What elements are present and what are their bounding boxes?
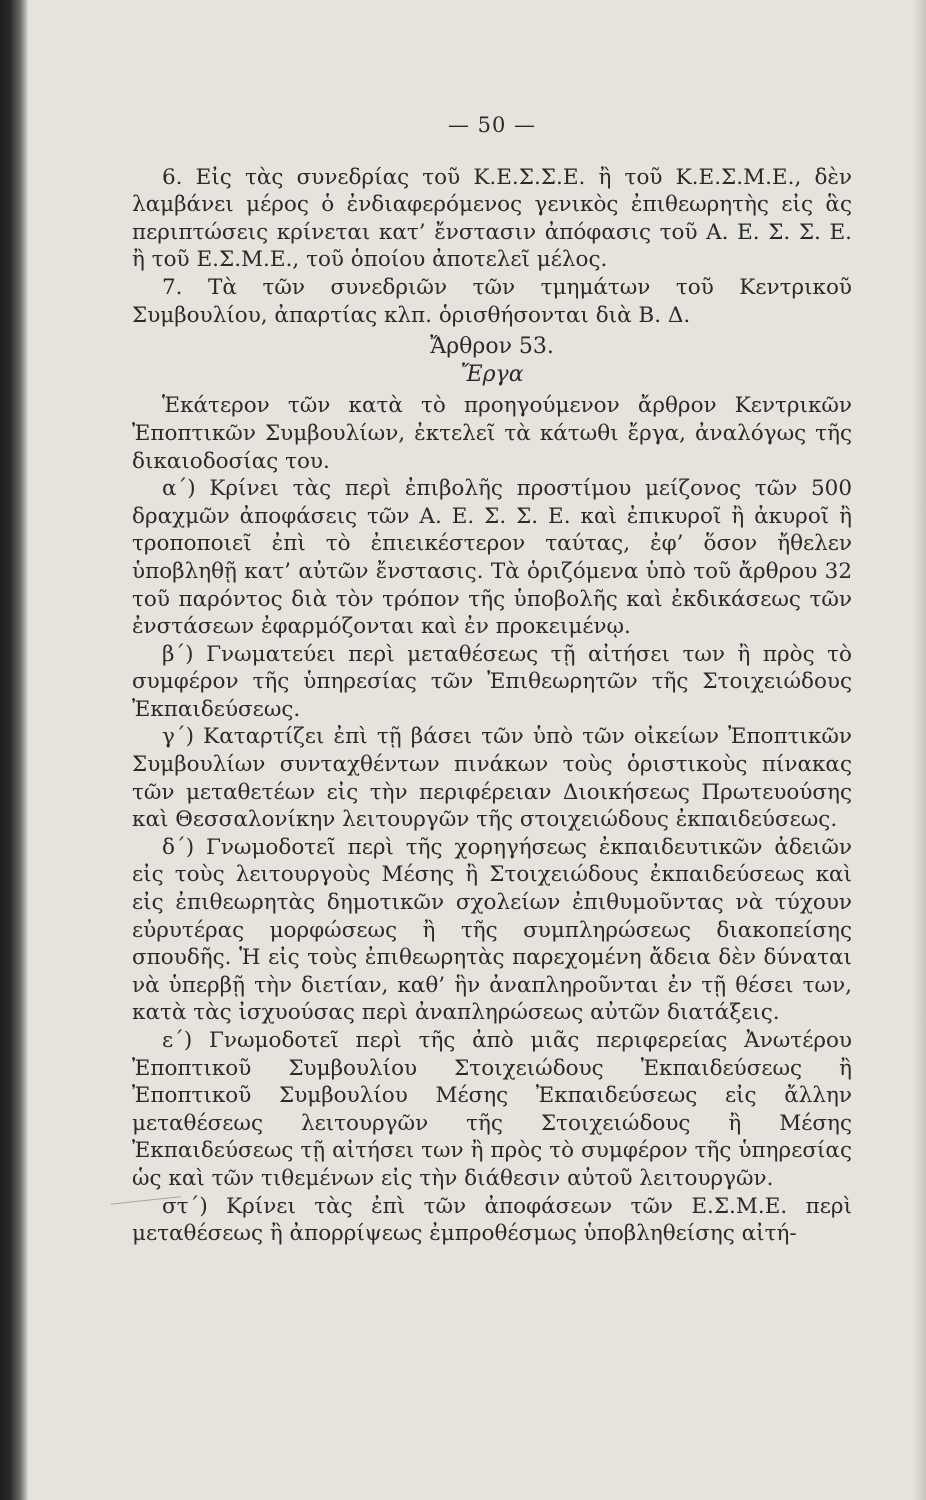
book-spine-shadow xyxy=(0,0,28,1500)
page-number: — 50 — xyxy=(447,113,537,137)
paragraph-7: 7. Τὰ τῶν συνεδριῶν τῶν τμημάτων τοῦ Κεντρικοῦ Συμβουλίου, ἀπαρτίας κλπ. ὁρισθήσονται διὰ Β. Δ. xyxy=(132,274,852,328)
item-stigma: στ΄) Κρίνει τὰς ἐπὶ τῶν ἀποφάσεων τῶν Ε.Σ.Μ.Ε. περὶ μεταθέσεως ἢ ἀπορρίψεως ἐμπροθέσμως ὑποβληθείσης αἰτή- xyxy=(132,1193,852,1247)
item-delta: δ΄) Γνωμοδοτεῖ περὶ τῆς χορηγήσεως ἐκπαιδευτικῶν ἀδειῶν εἰς τοὺς λειτουργοὺς Μέσης ἢ Στοιχειώδους ἐκπαιδεύσεως καὶ εἰς ἐπιθεωρητὰς δημοτικῶν σχολείων ἐπιθυμοῦντας νὰ τύχουν εὐρυτέρας μορφώσεως ἢ τῆς συμπληρώσεως διακοπείσης σπουδῆς. Ἡ εἰς τοὺς ἐπιθεωρητὰς παρεχομένη ἄδεια δὲν δύναται νὰ ὑπερβῇ τὴν διετίαν, καθ’ ἣν ἀναπληροῦνται ἐν τῇ θέσει των, κατὰ τὰς ἰσχυούσας περὶ ἀναπληρώσεως αὐτῶν διατάξεις. xyxy=(132,834,852,1026)
page-edge xyxy=(912,0,926,1500)
item-beta: β΄) Γνωματεύει περὶ μεταθέσεως τῇ αἰτήσει των ἢ πρὸς τὸ συμφέρον τῆς ὑπηρεσίας τῶν Ἐπιθεωρητῶν τῆς Στοιχειώδους Ἐκπαιδεύσεως. xyxy=(132,641,852,722)
article-subtitle: Ἔργα xyxy=(460,361,524,387)
article-intro: Ἑκάτερον τῶν κατὰ τὸ προηγούμενον ἄρθρον Κεντρικῶν Ἐποπτικῶν Συμβουλίων, ἐκτελεῖ τὰ κάτωθι ἔργα, ἀναλόγως τῆς δικαιοδοσίας του. xyxy=(132,393,852,474)
paragraph-6: 6. Εἰς τὰς συνεδρίας τοῦ Κ.Ε.Σ.Σ.Ε. ἢ τοῦ Κ.Ε.Σ.Μ.Ε., δὲν λαμβάνει μέρος ὁ ἐνδιαφερόμενος γενικὸς ἐπιθεωρητὴς εἰς ἃς περιπτώσεις κρίνεται κατ’ ἔνστασιν ἀπόφασις τοῦ Α. Ε. Σ. Σ. Ε. ἢ τοῦ Ε.Σ.Μ.Ε., τοῦ ὁποίου ἀποτελεῖ μέλος. xyxy=(132,164,852,273)
item-epsilon: ε΄) Γνωμοδοτεῖ περὶ τῆς ἀπὸ μιᾶς περιφερείας Ἀνωτέρου Ἐποπτικοῦ Συμβουλίου Στοιχειώδους Ἐκπαιδεύσεως ἢ Ἐποπτικοῦ Συμβουλίου Μέσης Ἐκπαιδεύσεως εἰς ἄλλην μεταθέσεως λειτουργῶν τῆς Στοιχειώδους ἢ Μέσης Ἐκπαιδεύσεως τῇ αἰτήσει των ἢ πρὸς τὸ συμφέρον τῆς ὑπηρεσίας ὡς καὶ τῶν τιθεμένων εἰς τὴν διάθεσιν αὐτοῦ λειτουργῶν. xyxy=(132,1028,852,1191)
page-content xyxy=(132,112,852,1248)
item-gamma: γ΄) Καταρτίζει ἐπὶ τῇ βάσει τῶν ὑπὸ τῶν οἰκείων Ἐποπτικῶν Συμβουλίων συνταχθέντων πινάκων τοὺς ὁριστικοὺς πίνακας τῶν μεταθετέων εἰς τὴν περιφέρειαν Διοικήσεως Πρωτευούσης καὶ Θεσσαλονίκην λειτουργῶν τῆς στοιχειώδους ἐκπαιδεύσεως. xyxy=(132,724,852,833)
article-title: Ἄρθρον 53. xyxy=(430,334,554,360)
item-alpha: α΄) Κρίνει τὰς περὶ ἐπιβολῆς προστίμου μείζονος τῶν 500 δραχμῶν ἀποφάσεις τῶν Α. Ε. Σ. Σ. Ε. καὶ ἐπικυροῖ ἢ ἀκυροῖ ἢ τροποποιεῖ ἐπὶ τὸ ἐπιεικέστερον ταύτας, ἐφ’ ὅσον ἤθελεν ὑποβληθῇ κατ’ αὐτῶν ἔνστασις. Τὰ ὁριζόμενα ὑπὸ τοῦ ἄρθρου 32 τοῦ παρόντος διὰ τὸν τρόπον τῆς ὑποβολῆς καὶ ἐκδικάσεως τῶν ἐνστάσεων ἐφαρμόζονται καὶ ἐν προκειμένῳ. xyxy=(132,476,852,640)
